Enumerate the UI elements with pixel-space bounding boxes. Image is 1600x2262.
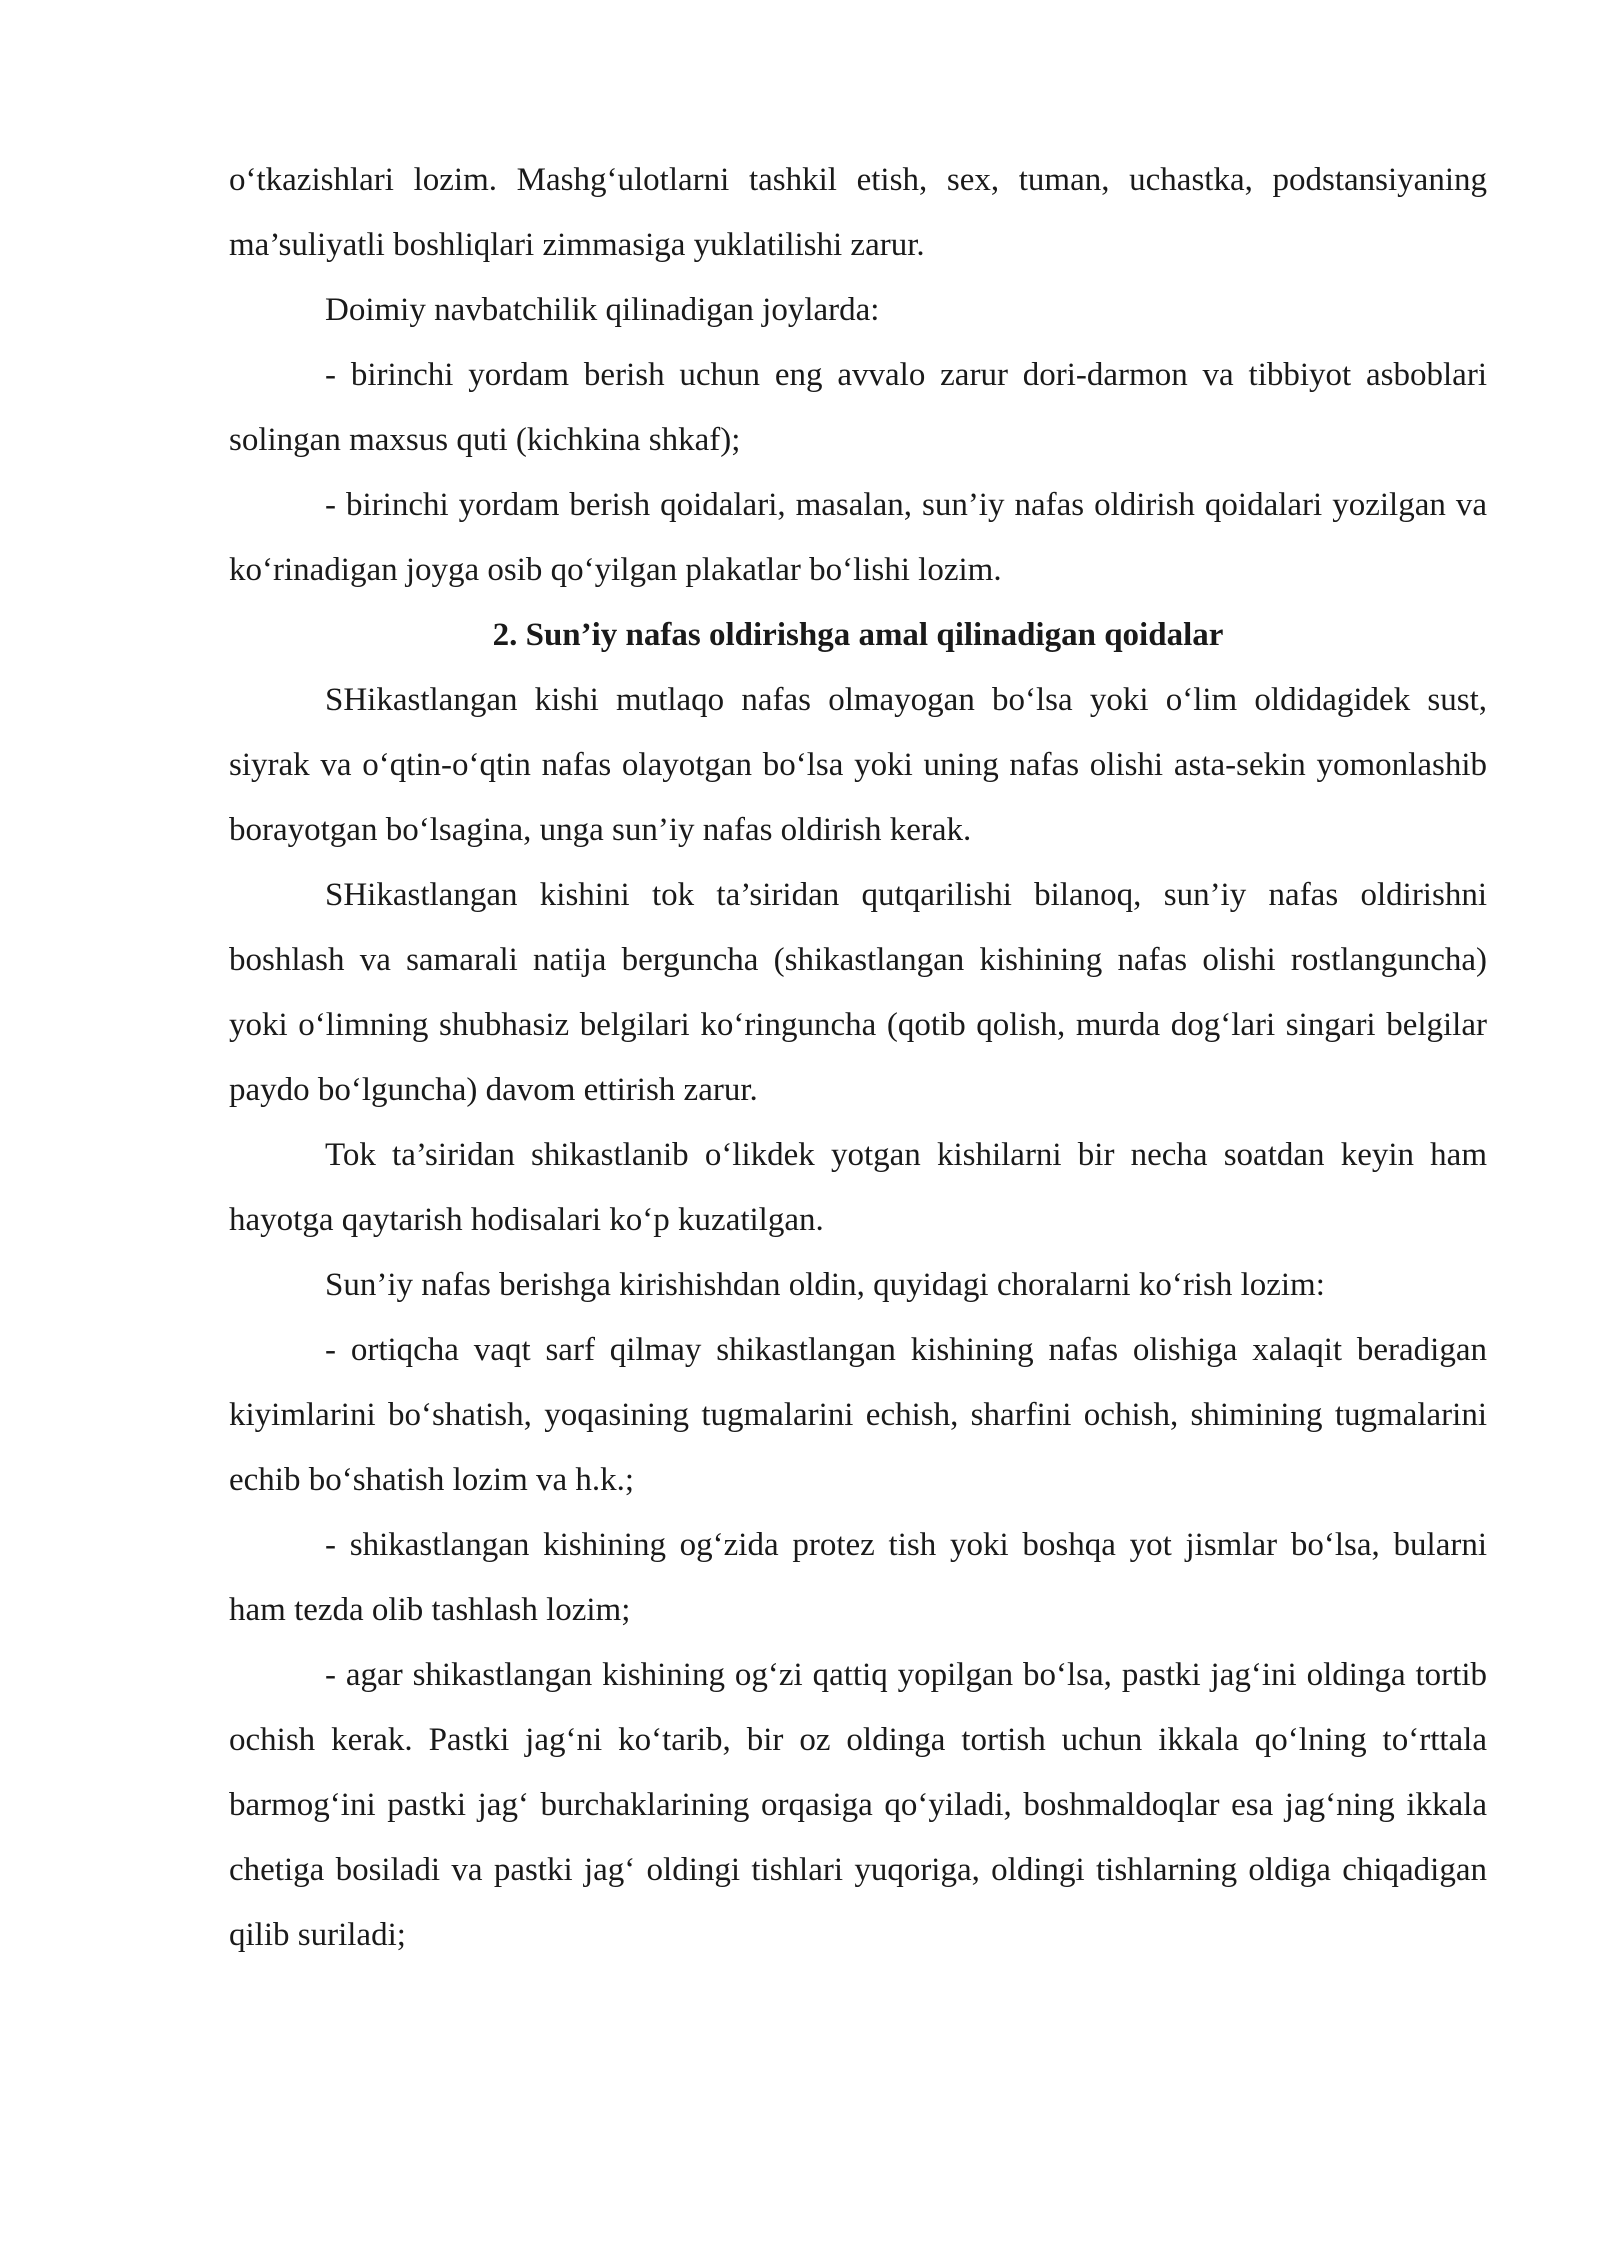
paragraph: o‘tkazishlari lozim. Mashg‘ulotlarni tashkil etish, sex, tuman, uchastka, podstansiyaning ma’suliyatli boshliqlari zimmasiga yuklatilishi zarur. <box>229 162 1487 263</box>
list-item: - agar shikastlangan kishining og‘zi qattiq yopilgan bo‘lsa, pastki jag‘ini oldinga tortib ochish kerak. Pastki jag‘ni ko‘tarib, bir oz oldinga tortish uchun ikkala qo‘lning to‘rttala barmog‘ini pastki jag‘ burchaklarining orqasiga qo‘yiladi, boshmaldoqlar esa jag‘ning ikkala chetiga bosiladi va pastki jag‘ oldingi tishlari yuqoriga, oldingi tishlarning oldiga chiqadigan qilib suriladi; <box>229 1657 1487 1953</box>
paragraph: Tok ta’siridan shikastlanib o‘likdek yotgan kishilarni bir necha soatdan keyin ham hayotga qaytarish hodisalari ko‘p kuzatilgan. <box>229 1137 1487 1238</box>
list-item: - birinchi yordam berish uchun eng avvalo zarur dori-darmon va tibbiyot asboblari solingan maxsus quti (kichkina shkaf); <box>229 357 1487 458</box>
document-page <box>229 148 1487 1968</box>
paragraph: SHikastlangan kishini tok ta’siridan qutqarilishi bilanoq, sun’iy nafas oldirishni boshlash va samarali natija berguncha (shikastlangan kishining nafas olishi rostlanguncha) yoki o‘limning shubhasiz belgilari ko‘ringuncha (qotib qolish, murda dog‘lari singari belgilar paydo bo‘lguncha) davom ettirish zarur. <box>229 877 1487 1108</box>
paragraph: Sun’iy nafas berishga kirishishdan oldin, quyidagi choralarni ko‘rish lozim: <box>325 1267 1325 1303</box>
list-item: - ortiqcha vaqt sarf qilmay shikastlangan kishining nafas olishiga xalaqit beradigan kiyimlarini bo‘shatish, yoqasining tugmalarini echish, sharfini ochish, shimining tugmalarini echib bo‘shatish lozim va h.k.; <box>229 1332 1487 1498</box>
list-item: - shikastlangan kishining og‘zida protez tish yoki boshqa yot jismlar bo‘lsa, bularni ham tezda olib tashlash lozim; <box>229 1527 1487 1628</box>
paragraph: SHikastlangan kishi mutlaqo nafas olmayogan bo‘lsa yoki o‘lim oldidagidek sust, siyrak va o‘qtin-o‘qtin nafas olayotgan bo‘lsa yoki uning nafas olishi asta-sekin yomonlashib borayotgan bo‘lsagina, unga sun’iy nafas oldirish kerak. <box>229 682 1487 848</box>
section-heading: 2. Sun’iy nafas oldirishga amal qilinadigan qoidalar <box>492 617 1224 653</box>
list-item: - birinchi yordam berish qoidalari, masalan, sun’iy nafas oldirish qoidalari yozilgan va ko‘rinadigan joyga osib qo‘yilgan plakatlar bo‘lishi lozim. <box>229 487 1487 588</box>
paragraph: Doimiy navbatchilik qilinadigan joylarda: <box>325 292 880 328</box>
